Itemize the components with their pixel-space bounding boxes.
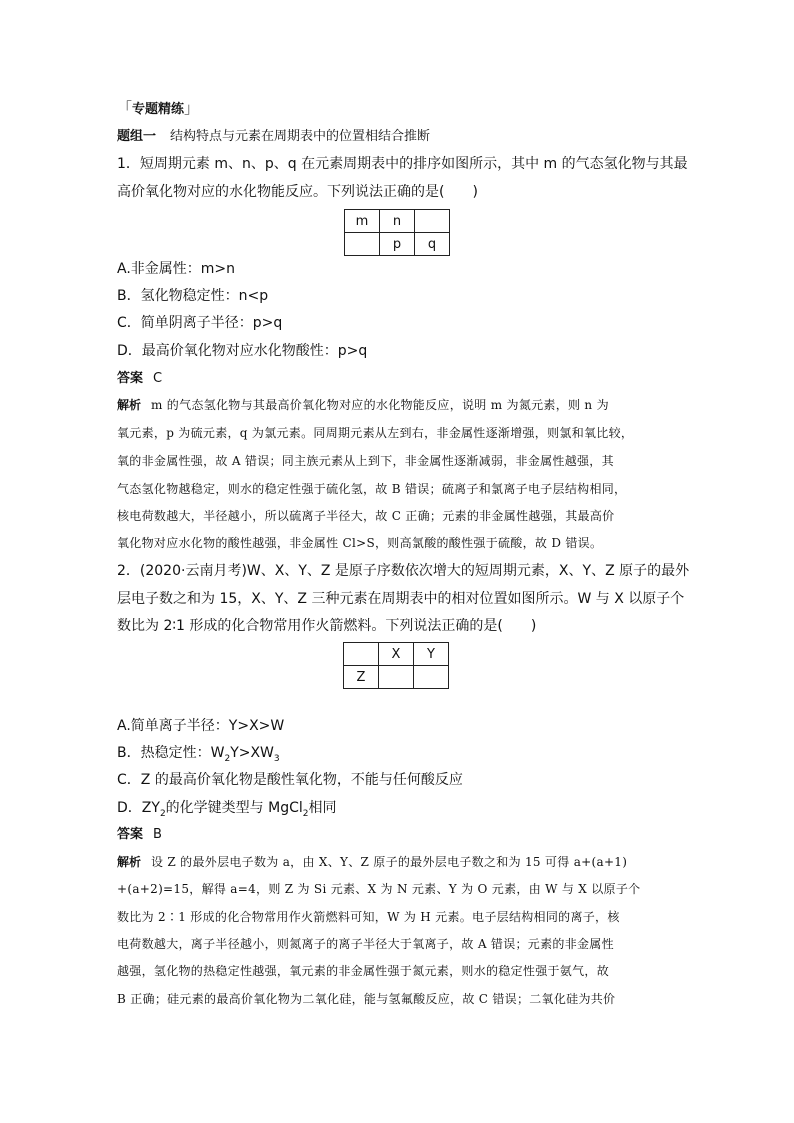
group-title: 结构特点与元素在周期表中的位置相结合推断 (170, 129, 431, 144)
q1-option-c: C．简单阴离子半径：p>q (117, 315, 283, 331)
section-bracket-close: 」 (184, 99, 200, 117)
section-title: 「专题精练」 (117, 99, 200, 117)
q2-periodic-table (343, 642, 449, 689)
q2-cell: X (379, 643, 414, 666)
q1-explanation-line: 氧化物对应水化物的酸性越强，非金属性 Cl>S，则高氯酸的酸性强于硫酸，故 D 错误。 (117, 536, 603, 550)
q1-stem-line-1: 1．短周期元素 m、n、p、q 在元素周期表中的排序如图所示，其中 m 的气态氢化物与其最 (117, 156, 688, 172)
q2-cell: Z (344, 666, 379, 689)
q2-cell (414, 666, 449, 689)
q2-option-c: C．Z 的最高价氧化物是酸性氧化物，不能与任何酸反应 (117, 772, 463, 788)
section-bracket-open: 「 (117, 99, 133, 117)
q1-cell: q (415, 233, 450, 256)
q1-periodic-table (344, 209, 450, 256)
group-heading (117, 127, 430, 147)
q2-stem-line-2: 层电子数之和为 15，X、Y、Z 三种元素在周期表中的相对位置如图所示。W 与 X 以原子个 (117, 591, 685, 607)
q2-option-b: B．热稳定性：$W_2Y>XW_3$ (117, 745, 280, 764)
q1-cell: p (380, 233, 415, 256)
q1-option-b: B．氢化物稳定性：n<p (117, 288, 269, 304)
q1-explanation-line: 解析 m 的气态氢化物与其最高价氧化物对应的水化物能反应，说明 m 为氮元素，则 n 为 (117, 398, 609, 412)
q1-explanation-line: 氧的非金属性强，故 A 错误；同主族元素从上到下，非金属性逐渐减弱，非金属性越强，其 (117, 454, 614, 468)
q2-explanation-line: B 正确；硅元素的最高价氧化物为二氧化硅，能与氢氟酸反应，故 C 错误；二氧化硅为共价 (117, 992, 616, 1006)
q1-explanation-line: 气态氢化物越稳定，则水的稳定性强于硫化氢，故 B 错误；硫离子和氯离子电子层结构相同， (117, 482, 627, 496)
q2-cell (379, 666, 414, 689)
q1-option-a: A.非金属性：m>n (117, 261, 236, 277)
q2-stem-line-3: 数比为 2∶1 形成的化合物常用作火箭燃料。下列说法正确的是( ) (117, 618, 537, 634)
q2-answer: 答案 B (117, 827, 162, 842)
q2-option-d: D．$ZY_2$的化学键类型与 MgCl$_2$相同 (117, 800, 337, 819)
q2-cell: Y (414, 643, 449, 666)
q1-cell: n (380, 210, 415, 233)
q1-option-d: D．最高价氧化物对应水化物酸性：p>q (117, 343, 368, 359)
q2-option-a: A.简单离子半径：Y>X>W (117, 718, 285, 734)
q2-stem-line-1: 2．(2020·云南月考)W、X、Y、Z 是原子序数依次增大的短周期元素，X、Y、Z 原子的最外 (117, 563, 690, 579)
group-label: 题组一 (117, 129, 157, 144)
q2-explanation-line: 数比为 2∶1 形成的化合物常用作火箭燃料可知，W 为 H 元素。电子层结构相同的离子，核 (117, 910, 620, 924)
q2-explanation-line: 解析 设 Z 的最外层电子数为 a，由 X、Y、Z 原子的最外层电子数之和为 15 可得 a+(a+1) (117, 855, 628, 869)
q2-explanation-line: +(a+2)=15，解得 a=4，则 Z 为 Si 元素、X 为 N 元素、Y 为 O 元素，由 W 与 X 以原子个 (117, 882, 641, 896)
q1-answer: 答案 C (117, 371, 163, 386)
q2-cell (344, 643, 379, 666)
q2-explanation-line: 电荷数越大，离子半径越小，则氮离子的离子半径大于氧离子，故 A 错误；元素的非金属性 (117, 937, 614, 951)
q2-explanation-line: 越强，氢化物的热稳定性越强，氧元素的非金属性强于氮元素，则水的稳定性强于氨气，故 (117, 964, 610, 978)
q1-cell (345, 233, 380, 256)
q1-explanation-line: 氧元素，p 为硫元素，q 为氯元素。同周期元素从左到右，非金属性逐渐增强，则氯和氧比较， (117, 426, 634, 440)
q1-cell (415, 210, 450, 233)
q1-stem-line-2: 高价氧化物对应的水化物能反应。下列说法正确的是( ) (117, 184, 478, 200)
q1-explanation-line: 核电荷数越大，半径越小，所以硫离子半径大，故 C 正确；元素的非金属性越强，其最高价 (117, 509, 615, 523)
q1-cell: m (345, 210, 380, 233)
